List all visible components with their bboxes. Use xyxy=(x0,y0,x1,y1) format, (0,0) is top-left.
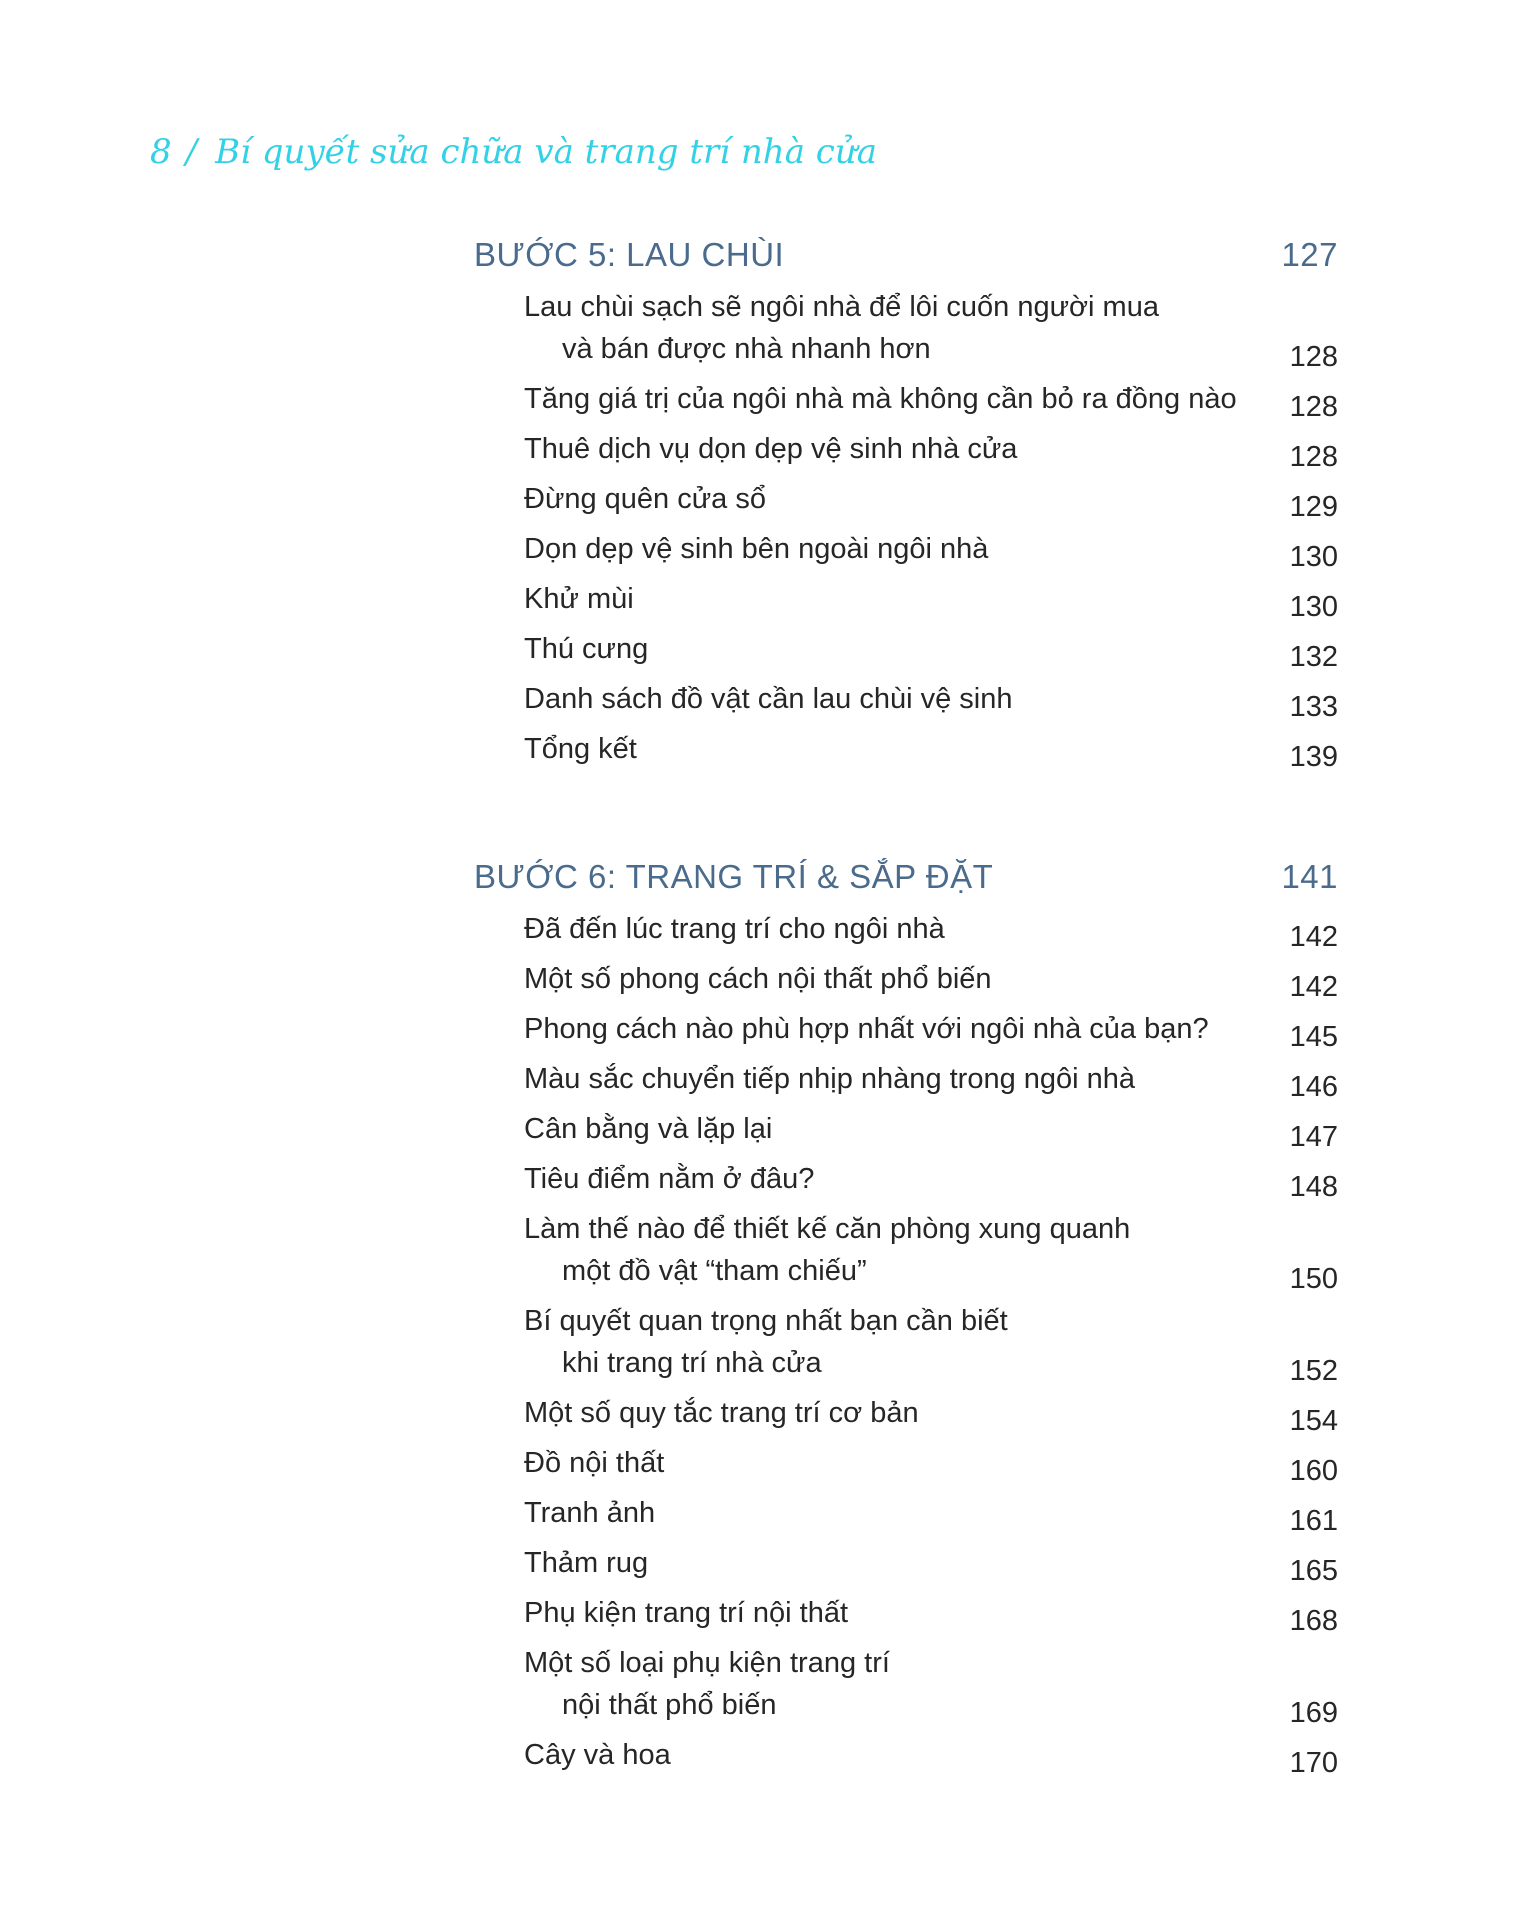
toc-entry-page: 148 xyxy=(1289,1171,1338,1203)
toc-entry xyxy=(474,1492,1338,1542)
toc-entry-title: Tranh ảnh xyxy=(524,1497,656,1529)
toc-entry xyxy=(474,628,1338,678)
toc-entry-title: Thảm rug xyxy=(524,1547,649,1579)
toc-entry-title: Đừng quên cửa sổ xyxy=(524,483,766,515)
toc-section-step-6 xyxy=(474,858,1338,1784)
toc-entry-title: Tổng kết xyxy=(524,733,637,765)
toc-entry-page: 146 xyxy=(1289,1071,1338,1103)
toc-section-step-5 xyxy=(474,236,1338,778)
toc-entry-title: Phong cách nào phù hợp nhất với ngôi nhà của bạn? xyxy=(524,1013,1209,1045)
toc-entry-title: Một số loại phụ kiện trang trí xyxy=(524,1647,890,1679)
toc-entry-title: Đồ nội thất xyxy=(524,1447,665,1479)
running-header xyxy=(150,132,877,172)
toc-entry-page: 130 xyxy=(1289,591,1338,623)
toc-entry-title: Tiêu điểm nằm ở đâu? xyxy=(524,1163,815,1195)
toc-entry xyxy=(474,1108,1338,1158)
toc-entry xyxy=(474,1734,1338,1784)
toc-entry-page: 154 xyxy=(1289,1405,1338,1437)
section-page-number: 141 xyxy=(1281,858,1338,895)
toc-entry-page: 132 xyxy=(1289,641,1338,673)
toc-entry-title: Làm thế nào để thiết kế căn phòng xung quanh xyxy=(524,1213,1131,1245)
toc-entry-title: Khử mùi xyxy=(524,583,634,615)
toc-entry xyxy=(474,1158,1338,1208)
toc-entry xyxy=(474,1542,1338,1592)
toc-entry-page: 133 xyxy=(1289,691,1338,723)
toc-entry-title: Cây và hoa xyxy=(524,1739,671,1771)
toc-entry-title: Lau chùi sạch sẽ ngôi nhà để lôi cuốn người mua xyxy=(524,291,1159,323)
toc-entry-title: Cân bằng và lặp lại xyxy=(524,1113,773,1145)
toc-entry xyxy=(474,428,1338,478)
section-heading xyxy=(474,858,1338,908)
toc-entry xyxy=(474,478,1338,528)
toc-entry-page: 128 xyxy=(1289,391,1338,423)
toc-entry-title: Một số quy tắc trang trí cơ bản xyxy=(524,1397,919,1429)
toc-entry xyxy=(474,1300,1338,1392)
toc-entry-title: Danh sách đồ vật cần lau chùi vệ sinh xyxy=(524,683,1013,715)
toc-entry-page: 165 xyxy=(1289,1555,1338,1587)
toc-entry xyxy=(474,908,1338,958)
toc-entry-title: Màu sắc chuyển tiếp nhịp nhàng trong ngôi nhà xyxy=(524,1063,1136,1095)
toc-entry-page: 142 xyxy=(1289,921,1338,953)
section-page-number: 127 xyxy=(1281,236,1338,273)
toc-entry xyxy=(474,578,1338,628)
toc-entry-page: 150 xyxy=(1289,1263,1338,1295)
toc-entry xyxy=(474,728,1338,778)
page-number: 8 xyxy=(150,132,172,172)
toc-entry-title: Bí quyết quan trọng nhất bạn cần biết xyxy=(524,1305,1008,1337)
toc-entry xyxy=(474,1592,1338,1642)
toc-entry-title: Thú cưng xyxy=(524,633,649,665)
toc-entry xyxy=(474,1442,1338,1492)
toc-entry xyxy=(474,958,1338,1008)
toc-entry-page: 147 xyxy=(1289,1121,1338,1153)
toc-entry-page: 152 xyxy=(1289,1355,1338,1387)
toc-entry-title-continued: nội thất phổ biến xyxy=(562,1689,777,1721)
toc-entry-title: Tăng giá trị của ngôi nhà mà không cần bỏ ra đồng nào xyxy=(524,383,1237,415)
toc-entry xyxy=(474,378,1338,428)
toc-entry-title: Một số phong cách nội thất phổ biến xyxy=(524,963,992,995)
toc-entry-page: 161 xyxy=(1289,1505,1338,1537)
toc-entry-page: 128 xyxy=(1289,341,1338,373)
section-title: BƯỚC 6: TRANG TRÍ & SẮP ĐẶT xyxy=(474,858,994,895)
toc-entry-title: Phụ kiện trang trí nội thất xyxy=(524,1597,849,1629)
toc-entry-title-continued: khi trang trí nhà cửa xyxy=(562,1347,822,1379)
toc-entry xyxy=(474,1058,1338,1108)
toc-entry-page: 130 xyxy=(1289,541,1338,573)
toc-entry-title: Thuê dịch vụ dọn dẹp vệ sinh nhà cửa xyxy=(524,433,1018,465)
toc-entry xyxy=(474,286,1338,378)
header-separator: / xyxy=(185,132,198,172)
toc-entry-title-continued: một đồ vật “tham chiếu” xyxy=(562,1255,867,1287)
section-title: BƯỚC 5: LAU CHÙI xyxy=(474,236,785,273)
toc-entry xyxy=(474,678,1338,728)
toc-entry-title: Dọn dẹp vệ sinh bên ngoài ngôi nhà xyxy=(524,533,989,565)
toc-entry-page: 170 xyxy=(1289,1747,1338,1779)
toc-entry-page: 139 xyxy=(1289,741,1338,773)
toc-entry-page: 160 xyxy=(1289,1455,1338,1487)
toc-entry-page: 142 xyxy=(1289,971,1338,1003)
toc-entry xyxy=(474,1008,1338,1058)
toc-entry xyxy=(474,1392,1338,1442)
section-heading xyxy=(474,236,1338,286)
toc-entry-page: 169 xyxy=(1289,1697,1338,1729)
toc-entry xyxy=(474,528,1338,578)
book-title: Bí quyết sửa chữa và trang trí nhà cửa xyxy=(215,132,877,172)
toc-entry-title-continued: và bán được nhà nhanh hơn xyxy=(562,333,931,365)
toc-entry xyxy=(474,1642,1338,1734)
toc-entry-page: 168 xyxy=(1289,1605,1338,1637)
toc-entry-page: 145 xyxy=(1289,1021,1338,1053)
toc-entry-page: 129 xyxy=(1289,491,1338,523)
toc-entry-title: Đã đến lúc trang trí cho ngôi nhà xyxy=(524,913,945,945)
toc-entry-page: 128 xyxy=(1289,441,1338,473)
toc-entry xyxy=(474,1208,1338,1300)
